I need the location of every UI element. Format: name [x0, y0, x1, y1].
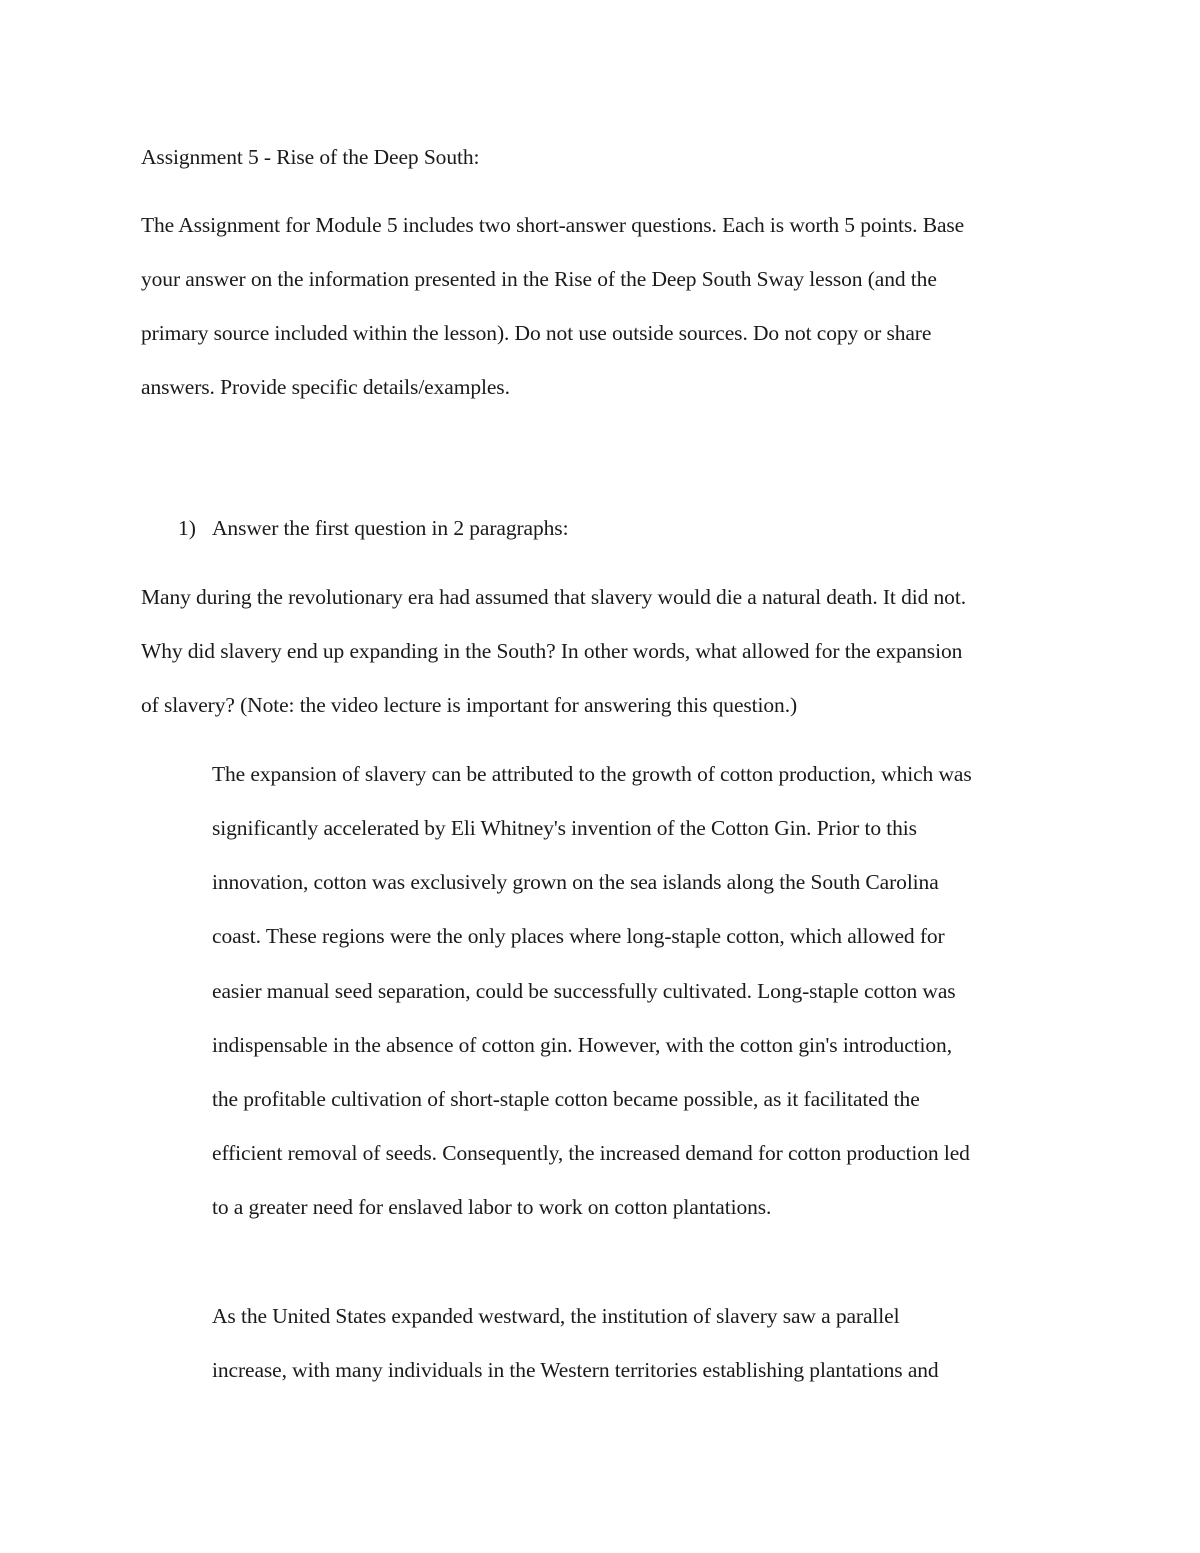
answer-line: innovation, cotton was exclusively grown on the sea islands along the South Carolina	[212, 870, 939, 894]
answer-line: The expansion of slavery can be attributed to the growth of cotton production, which was	[212, 762, 972, 786]
question-prompt-line: Many during the revolutionary era had assumed that slavery would die a natural death. It did not.	[141, 585, 966, 609]
question-heading: Answer the first question in 2 paragraphs:	[212, 516, 569, 540]
answer-line: increase, with many individuals in the Western territories establishing plantations and	[212, 1358, 939, 1382]
answer-line: the profitable cultivation of short-staple cotton became possible, as it facilitated the	[212, 1087, 920, 1111]
intro-line: answers. Provide specific details/examples.	[141, 375, 510, 399]
question-prompt-line: of slavery? (Note: the video lecture is important for answering this question.)	[141, 693, 798, 717]
answer-line: indispensable in the absence of cotton gin. However, with the cotton gin's introduction,	[212, 1033, 952, 1057]
answer-line: easier manual seed separation, could be successfully cultivated. Long-staple cotton was	[212, 979, 956, 1003]
intro-line: primary source included within the lesson). Do not use outside sources. Do not copy or share	[141, 321, 932, 345]
intro-line: The Assignment for Module 5 includes two short-answer questions. Each is worth 5 points. Base	[141, 213, 965, 237]
answer-line: coast. These regions were the only places where long-staple cotton, which allowed for	[212, 924, 945, 948]
intro-line: your answer on the information presented in the Rise of the Deep South Sway lesson (and the	[141, 267, 937, 291]
answer-line: As the United States expanded westward, the institution of slavery saw a parallel	[212, 1304, 900, 1328]
question-number: 1)	[178, 516, 196, 540]
assignment-title: Assignment 5 - Rise of the Deep South:	[141, 145, 480, 169]
answer-line: significantly accelerated by Eli Whitney's invention of the Cotton Gin. Prior to this	[212, 816, 917, 840]
question-prompt-line: Why did slavery end up expanding in the South? In other words, what allowed for the expansion	[141, 639, 963, 663]
answer-line: efficient removal of seeds. Consequently, the increased demand for cotton production led	[212, 1141, 970, 1165]
answer-line: to a greater need for enslaved labor to work on cotton plantations.	[212, 1195, 772, 1219]
